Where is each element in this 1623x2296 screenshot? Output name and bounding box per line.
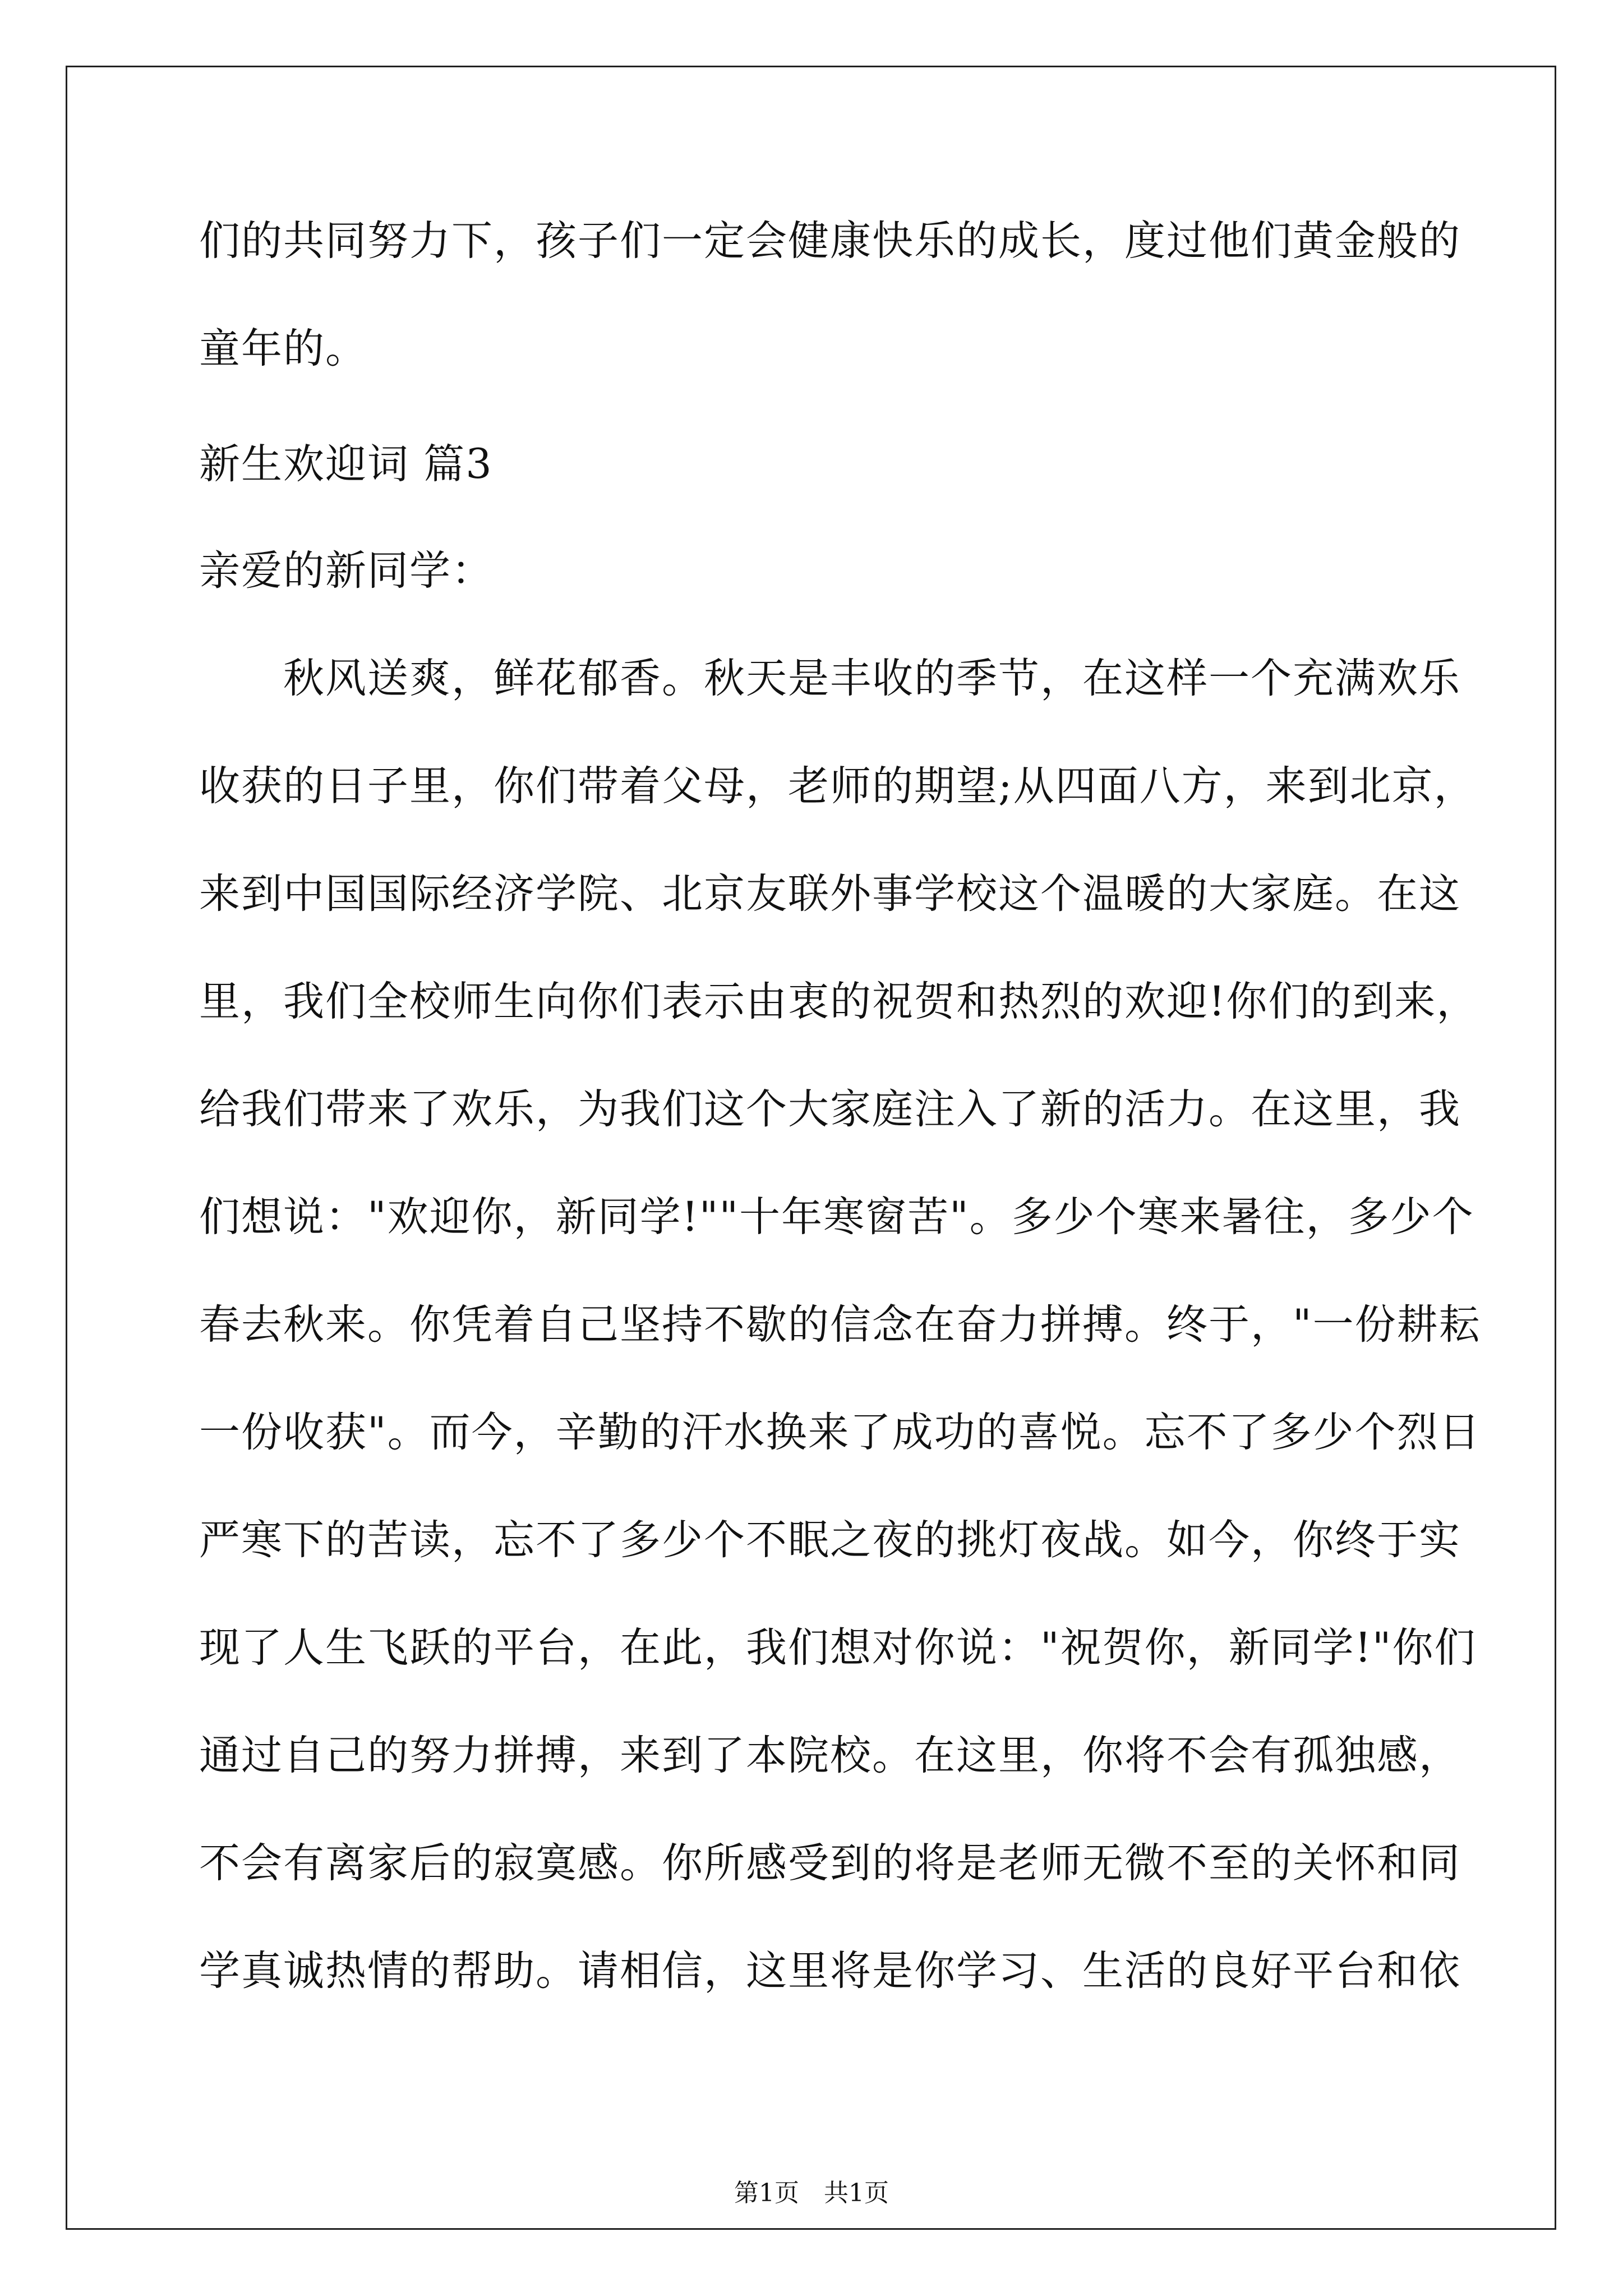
text-line: 严寒下的苦读，忘不了多少个不眠之夜的挑灯夜战。如今，你终于实 bbox=[199, 1516, 1461, 1564]
text-line: 学真诚热情的帮助。请相信，这里将是你学习、生活的良好平台和依 bbox=[199, 1947, 1461, 1995]
text-line: 们的共同努力下，孩子们一定会健康快乐的成长，度过他们黄金般的 bbox=[199, 217, 1461, 265]
text-line: 通过自己的努力拼搏，来到了本院校。在这里，你将不会有孤独感， bbox=[199, 1732, 1461, 1779]
text-line: 收获的日子里，你们带着父母，老师的期望;从四面八方，来到北京， bbox=[199, 762, 1476, 810]
text-line: 现了人生飞跃的平台，在此，我们想对你说："祝贺你，新同学!"你们 bbox=[199, 1624, 1477, 1672]
text-line: 童年的。 bbox=[199, 325, 367, 372]
text-line: 秋风送爽，鲜花郁香。秋天是丰收的季节，在这样一个充满欢乐 bbox=[199, 655, 1461, 702]
text-line: 一份收获"。而今，辛勤的汗水换来了成功的喜悦。忘不了多少个烈日 bbox=[199, 1409, 1481, 1456]
text-line: 不会有离家后的寂寞感。你所感受到的将是老师无微不至的关怀和同 bbox=[199, 1839, 1461, 1887]
text-line: 春去秋来。你凭着自己坚持不歇的信念在奋力拼搏。终于，"一份耕耘 bbox=[199, 1301, 1481, 1349]
text-line: 来到中国国际经济学院、北京友联外事学校这个温暖的大家庭。在这 bbox=[199, 870, 1461, 918]
text-line: 给我们带来了欢乐，为我们这个大家庭注入了新的活力。在这里，我 bbox=[199, 1085, 1461, 1133]
salutation: 亲爱的新同学： bbox=[199, 547, 494, 595]
text-line: 里，我们全校师生向你们表示由衷的祝贺和热烈的欢迎!你们的到来， bbox=[199, 978, 1479, 1025]
page-number-footer: 第1页 共1页 bbox=[734, 2179, 889, 2207]
page-border bbox=[66, 66, 1556, 2230]
text-line: 们想说："欢迎你，新同学!""十年寒窗苦"。多少个寒来暑往，多少个 bbox=[199, 1193, 1474, 1241]
section-heading: 新生欢迎词 篇3 bbox=[199, 440, 493, 488]
